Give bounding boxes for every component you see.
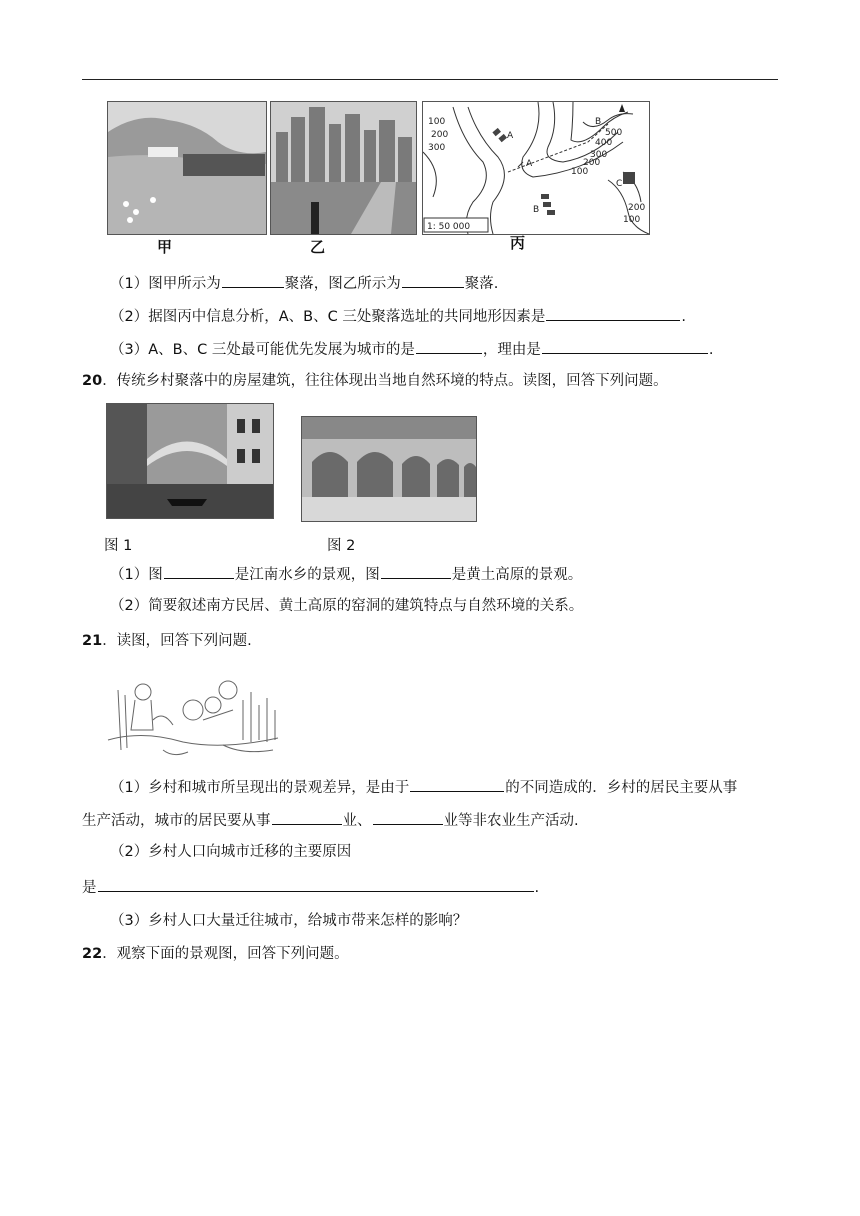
q21-title: 21．读图，回答下列问题.	[82, 633, 252, 649]
sketch-rural-urban	[103, 670, 283, 762]
answer-blank[interactable]	[373, 809, 443, 825]
answer-blank[interactable]	[546, 305, 680, 321]
photo-fig1-water-town	[106, 403, 274, 519]
caption-bing: 丙	[510, 234, 526, 252]
q19-part1: （1）图甲所示为 聚落，图乙所示为 聚落.	[110, 272, 498, 294]
q19-part3: （3）A、B、C 三处最可能优先发展为城市的是 ，理由是 .	[110, 338, 713, 360]
photo-yi-urban	[270, 101, 417, 235]
answer-blank[interactable]	[222, 272, 284, 288]
contour-label: 100	[571, 167, 589, 177]
contour-label: 200	[628, 203, 646, 213]
map-label-b: B	[533, 205, 540, 215]
q19-part2: （2）据图丙中信息分析，A、B、C 三处聚落选址的共同地形因素是 .	[110, 305, 686, 327]
q22-title: 22．观察下面的景观图，回答下列问题。	[82, 946, 349, 962]
photo-jia-rural	[107, 101, 267, 235]
q20-part2: （2）简要叙述南方民居、黄土高原的窑洞的建筑特点与自然环境的关系。	[110, 598, 584, 614]
map-label-a: A	[507, 131, 514, 141]
contour-label: 100	[428, 117, 446, 127]
caption-fig2: 图 2	[327, 538, 356, 554]
contour-label: 300	[428, 143, 446, 153]
photo-fig2-cave-dwelling	[301, 416, 477, 522]
map-label-c: C	[616, 179, 623, 189]
answer-blank[interactable]	[381, 563, 451, 579]
map-label-a2: A	[526, 159, 533, 169]
q20-part1: （1）图 是江南水乡的景观，图 是黄土高原的景观。	[110, 563, 582, 585]
answer-blank[interactable]	[98, 876, 534, 892]
contour-label: 400	[595, 138, 613, 148]
contour-label: 300	[590, 150, 608, 160]
contour-label: 500	[605, 128, 623, 138]
caption-jia: 甲	[157, 238, 173, 256]
contour-label: 100	[623, 215, 641, 225]
q21-part2-line2: 是 .	[82, 876, 539, 898]
q21-part3: （3）乡村人口大量迁往城市，给城市带来怎样的影响？	[110, 913, 468, 929]
caption-yi: 乙	[310, 238, 326, 256]
answer-blank[interactable]	[416, 338, 482, 354]
answer-blank[interactable]	[542, 338, 708, 354]
caption-fig1: 图 1	[104, 538, 133, 554]
contour-label: 200	[431, 130, 449, 140]
q20-title: 20．传统乡村聚落中的房屋建筑，往往体现出当地自然环境的特点。读图，回答下列问题。	[82, 373, 668, 389]
q21-part1-line2: 生产活动，城市的居民要从事 业、 业等非农业生产活动.	[82, 809, 579, 831]
q21-part2-line1: （2）乡村人口向城市迁移的主要原因	[110, 844, 352, 860]
map-label-b2: B	[595, 117, 602, 127]
q21-part1-line1: （1）乡村和城市所呈现出的景观差异，是由于 的不同造成的．乡村的居民主要从事	[110, 776, 737, 798]
contour-map-bing	[422, 101, 650, 235]
answer-blank[interactable]	[402, 272, 464, 288]
header-rule	[82, 79, 778, 80]
answer-blank[interactable]	[410, 776, 504, 792]
answer-blank[interactable]	[164, 563, 234, 579]
answer-blank[interactable]	[272, 809, 342, 825]
map-scale: 1: 50 000	[427, 222, 471, 232]
contour-label: 200	[583, 158, 601, 168]
